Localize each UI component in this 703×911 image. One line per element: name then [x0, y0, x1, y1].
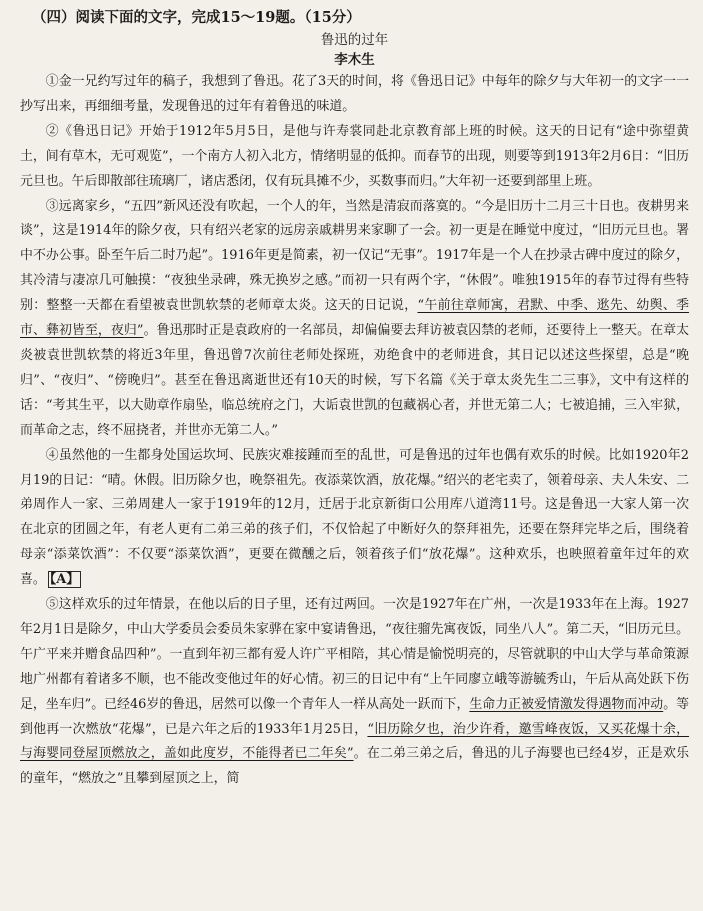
underlined-sentence: “旧历除夕也，治少许肴，邀雪峰夜饭，又买花爆十余，与海婴同登屋顶燃放之，盖如此度岁，不能得者已二年矣”: [20, 721, 690, 762]
article-author: 李木生: [334, 52, 375, 68]
paragraph-p1: [20, 70, 689, 120]
paragraph-text: ③远离家乡，“五四”新风还没有吹起，一个人的年，当然是清寂而落寞的。“今是旧历十二月三十日也。夜耕男来谈”，这是1914年的除夕夜，只有绍兴老家的远房亲戚耕男来家聊了一会。初一更是在睡觉中度过，“旧历元旦也。署中不办公事。卧至午后二时乃起”。1916年更是简素，初一仅记“无事”。1917年是一个人在抄录古碑中度过的除夕，其冷清与凄凉几可触摸：“夜独坐录碑，殊无换岁之感。”而初一只有两个字，“休假”。唯独1915年的春节过得有些特别：整整一天都在看望被袁世凯软禁的老师章太炎。这天的日记说，: [20, 198, 689, 314]
underlined-sentence: 生命力正被爱情激发得遇物而冲动: [469, 696, 664, 712]
annotation-marker: 【A】: [49, 572, 80, 588]
paragraph-p3: [20, 195, 689, 444]
paragraph-text: ④虽然他的一生都身处国运坎坷、民族灾难接踵而至的乱世，可是鲁迅的过年也偶有欢乐的时候。比如1920年2月19的日记：“晴。休假。旧历除夕也，晚祭祖先。夜添菜饮酒，放花爆。”绍兴的老宅卖了，领着母亲、夫人朱安、二弟周作人一家、三弟周建人一家于1919年的12月，迁居于北京新街口公用库八道湾11号。这是鲁迅一大家人第一次在北京的团圆之年，有老人更有二弟三弟的孩子们，不仅恰起了中断好久的祭拜祖先，还要在祭拜完毕之后，围绕着母亲“添菜饮酒”：不仅要“添菜饮酒”，更要在微醺之后，领着孩子们“放花爆”。这种欢乐，也映照着童年过年的欢喜。: [20, 447, 689, 588]
paragraph-text: ②《鲁迅日记》开始于1912年5月5日，是他与许寿裳同赴北京教育部上班的时候。这天的日记有“途中弥望黄土，间有草木，无可观览”，一个南方人初入北方，情绪明显的低抑。而春节的出现，则要等到1913年2月6日：“旧历元旦也。午后即散部往琉璃厂，诸店悉闭，仅有玩具摊不少，买数事而归。”大年初一还要到部里上班。: [20, 123, 689, 189]
question-header: （四）阅读下面的文字，完成15～19题。（15分）: [32, 9, 361, 26]
paragraph-text: ①金一兄约写过年的稿子，我想到了鲁迅。花了3天的时间，将《鲁迅日记》中每年的除夕与大年初一的文字一一抄写出来，再细细考量，发现鲁迅的过年有着鲁迅的味道。: [20, 74, 689, 114]
paragraph-text: 。在二弟三弟之后，鲁迅的儿子海婴也已经4岁，正是欢乐的童年，“燃放之”且攀到屋顶之上，简: [20, 746, 690, 787]
article-body: [20, 70, 689, 792]
paragraph-p4: [20, 444, 689, 593]
paragraph-text: ⑤这样欢乐的过年情景，在他以后的日子里，还有过两回。一次是1927年在广州，一次是1933年在上海。1927年2月1日是除夕，中山大学委员会委员朱家骅在家中宴请鲁迅，“夜往骝先寓夜饭，同坐八人”。第二天，“旧历元旦。午广平来并赠食品四种”。一直到年初三都有爱人许广平相陪，其心情是愉悦明亮的，尽管就职的中山大学与革命策源地广州都有着诸多不顺，也不能改变他过年的好心情。初三的日记中有“上午同廖立峨等游毓秀山，午后从高处跃下伤足，坐车归”。已经46岁的鲁迅，居然可以像一个青年人一样从高处一跃而下，: [20, 597, 689, 712]
paragraph-text: 。鲁迅那时正是袁政府的一名部员，却偏偏要去拜访被袁囚禁的老师，还要待上一整天。在章太炎被袁世凯软禁的将近3年里，鲁迅曾7次前往老师处探班，劝绝食中的老师进食，其日记以述这些探望，总是“晚归”、“夜归”、“傍晚归”。甚至在鲁迅离逝世还有10天的时候，写下名篇《关于章太炎先生二三事》，文中有这样的话：“考其生平，以大勋章作扇坠，临总统府之门，大诟袁世凯的包藏祸心者，并世无第二人；七被追捕，三入牢狱，而革命之志，终不屈挠者，并世亦无第二人。”: [20, 323, 690, 438]
paragraph-p2: [20, 120, 689, 195]
paragraph-p5: [20, 593, 689, 792]
paragraph-text: 。等到他再一次燃放“花爆”，已是六年之后的1933年1月25日，: [20, 696, 689, 737]
article-title: 鲁迅的过年: [320, 32, 389, 48]
underlined-sentence: “午前往章师寓，君默、中季、逖先、幼舆、季市、彝初皆至，夜归”: [20, 298, 690, 339]
